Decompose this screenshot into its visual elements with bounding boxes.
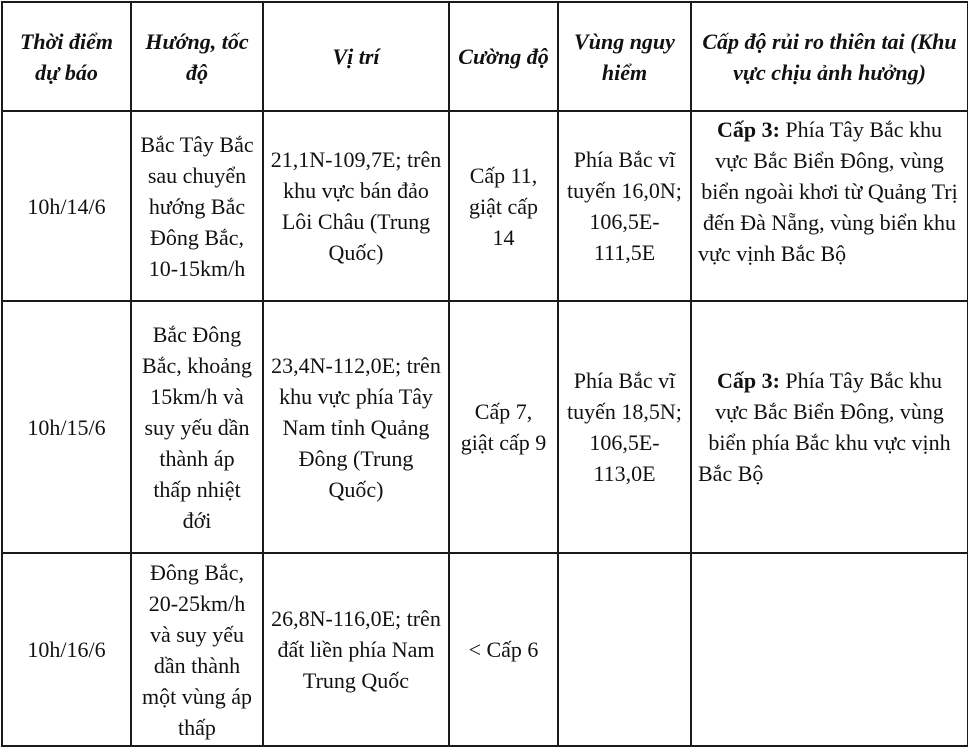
cell-time: 10h/16/6 bbox=[2, 553, 131, 746]
cell-direction-speed: Bắc Tây Bắc sau chuyển hướng Bắc Đông Bắc, 10-15km/h bbox=[131, 111, 263, 301]
header-direction-speed: Hướng, tốc độ bbox=[131, 2, 263, 111]
cell-position: 23,4N-112,0E; trên khu vực phía Tây Nam tỉnh Quảng Đông (Trung Quốc) bbox=[263, 301, 449, 553]
cell-time: 10h/15/6 bbox=[2, 301, 131, 553]
cell-danger-zone: Phía Bắc vĩ tuyến 16,0N; 106,5E-111,5E bbox=[558, 111, 691, 301]
table-row bbox=[2, 301, 968, 553]
cell-risk-level bbox=[691, 111, 968, 301]
header-position: Vị trí bbox=[263, 2, 449, 111]
cell-position: 21,1N-109,7E; trên khu vực bán đảo Lôi Châu (Trung Quốc) bbox=[263, 111, 449, 301]
cell-danger-zone: Phía Bắc vĩ tuyến 18,5N; 106,5E-113,0E bbox=[558, 301, 691, 553]
table-row bbox=[2, 111, 968, 301]
cell-risk-level bbox=[691, 553, 968, 746]
cell-intensity: < Cấp 6 bbox=[449, 553, 558, 746]
risk-area-text: Phía Tây Bắc khu vực Bắc Biển Đông, vùng biển phía Bắc khu vực vịnh Bắc Bộ bbox=[698, 368, 951, 486]
cell-risk-level bbox=[691, 301, 968, 553]
table-header-row bbox=[2, 2, 968, 111]
risk-level-label: Cấp 3: bbox=[716, 368, 780, 393]
cell-direction-speed: Đông Bắc, 20-25km/h và suy yếu dần thành một vùng áp thấp bbox=[131, 553, 263, 746]
header-danger-zone: Vùng nguy hiểm bbox=[558, 2, 691, 111]
cell-intensity: Cấp 7, giật cấp 9 bbox=[449, 301, 558, 553]
cell-danger-zone bbox=[558, 553, 691, 746]
header-intensity: Cường độ bbox=[449, 2, 558, 111]
header-time: Thời điểm dự báo bbox=[2, 2, 131, 111]
table-row bbox=[2, 553, 968, 746]
cell-direction-speed: Bắc Đông Bắc, khoảng 15km/h và suy yếu dần thành áp thấp nhiệt đới bbox=[131, 301, 263, 553]
storm-forecast-table bbox=[1, 1, 968, 747]
risk-level-label: Cấp 3: bbox=[716, 117, 780, 142]
cell-position: 26,8N-116,0E; trên đất liền phía Nam Trung Quốc bbox=[263, 553, 449, 746]
cell-intensity: Cấp 11, giật cấp 14 bbox=[449, 111, 558, 301]
risk-area-text: Phía Tây Bắc khu vực Bắc Biển Đông, vùng biển ngoài khơi từ Quảng Trị đến Đà Nẵng, vùng biển khu vực vịnh Bắc Bộ bbox=[698, 117, 958, 266]
cell-time: 10h/14/6 bbox=[2, 111, 131, 301]
header-risk-level: Cấp độ rủi ro thiên tai (Khu vực chịu ảnh hưởng) bbox=[691, 2, 968, 111]
